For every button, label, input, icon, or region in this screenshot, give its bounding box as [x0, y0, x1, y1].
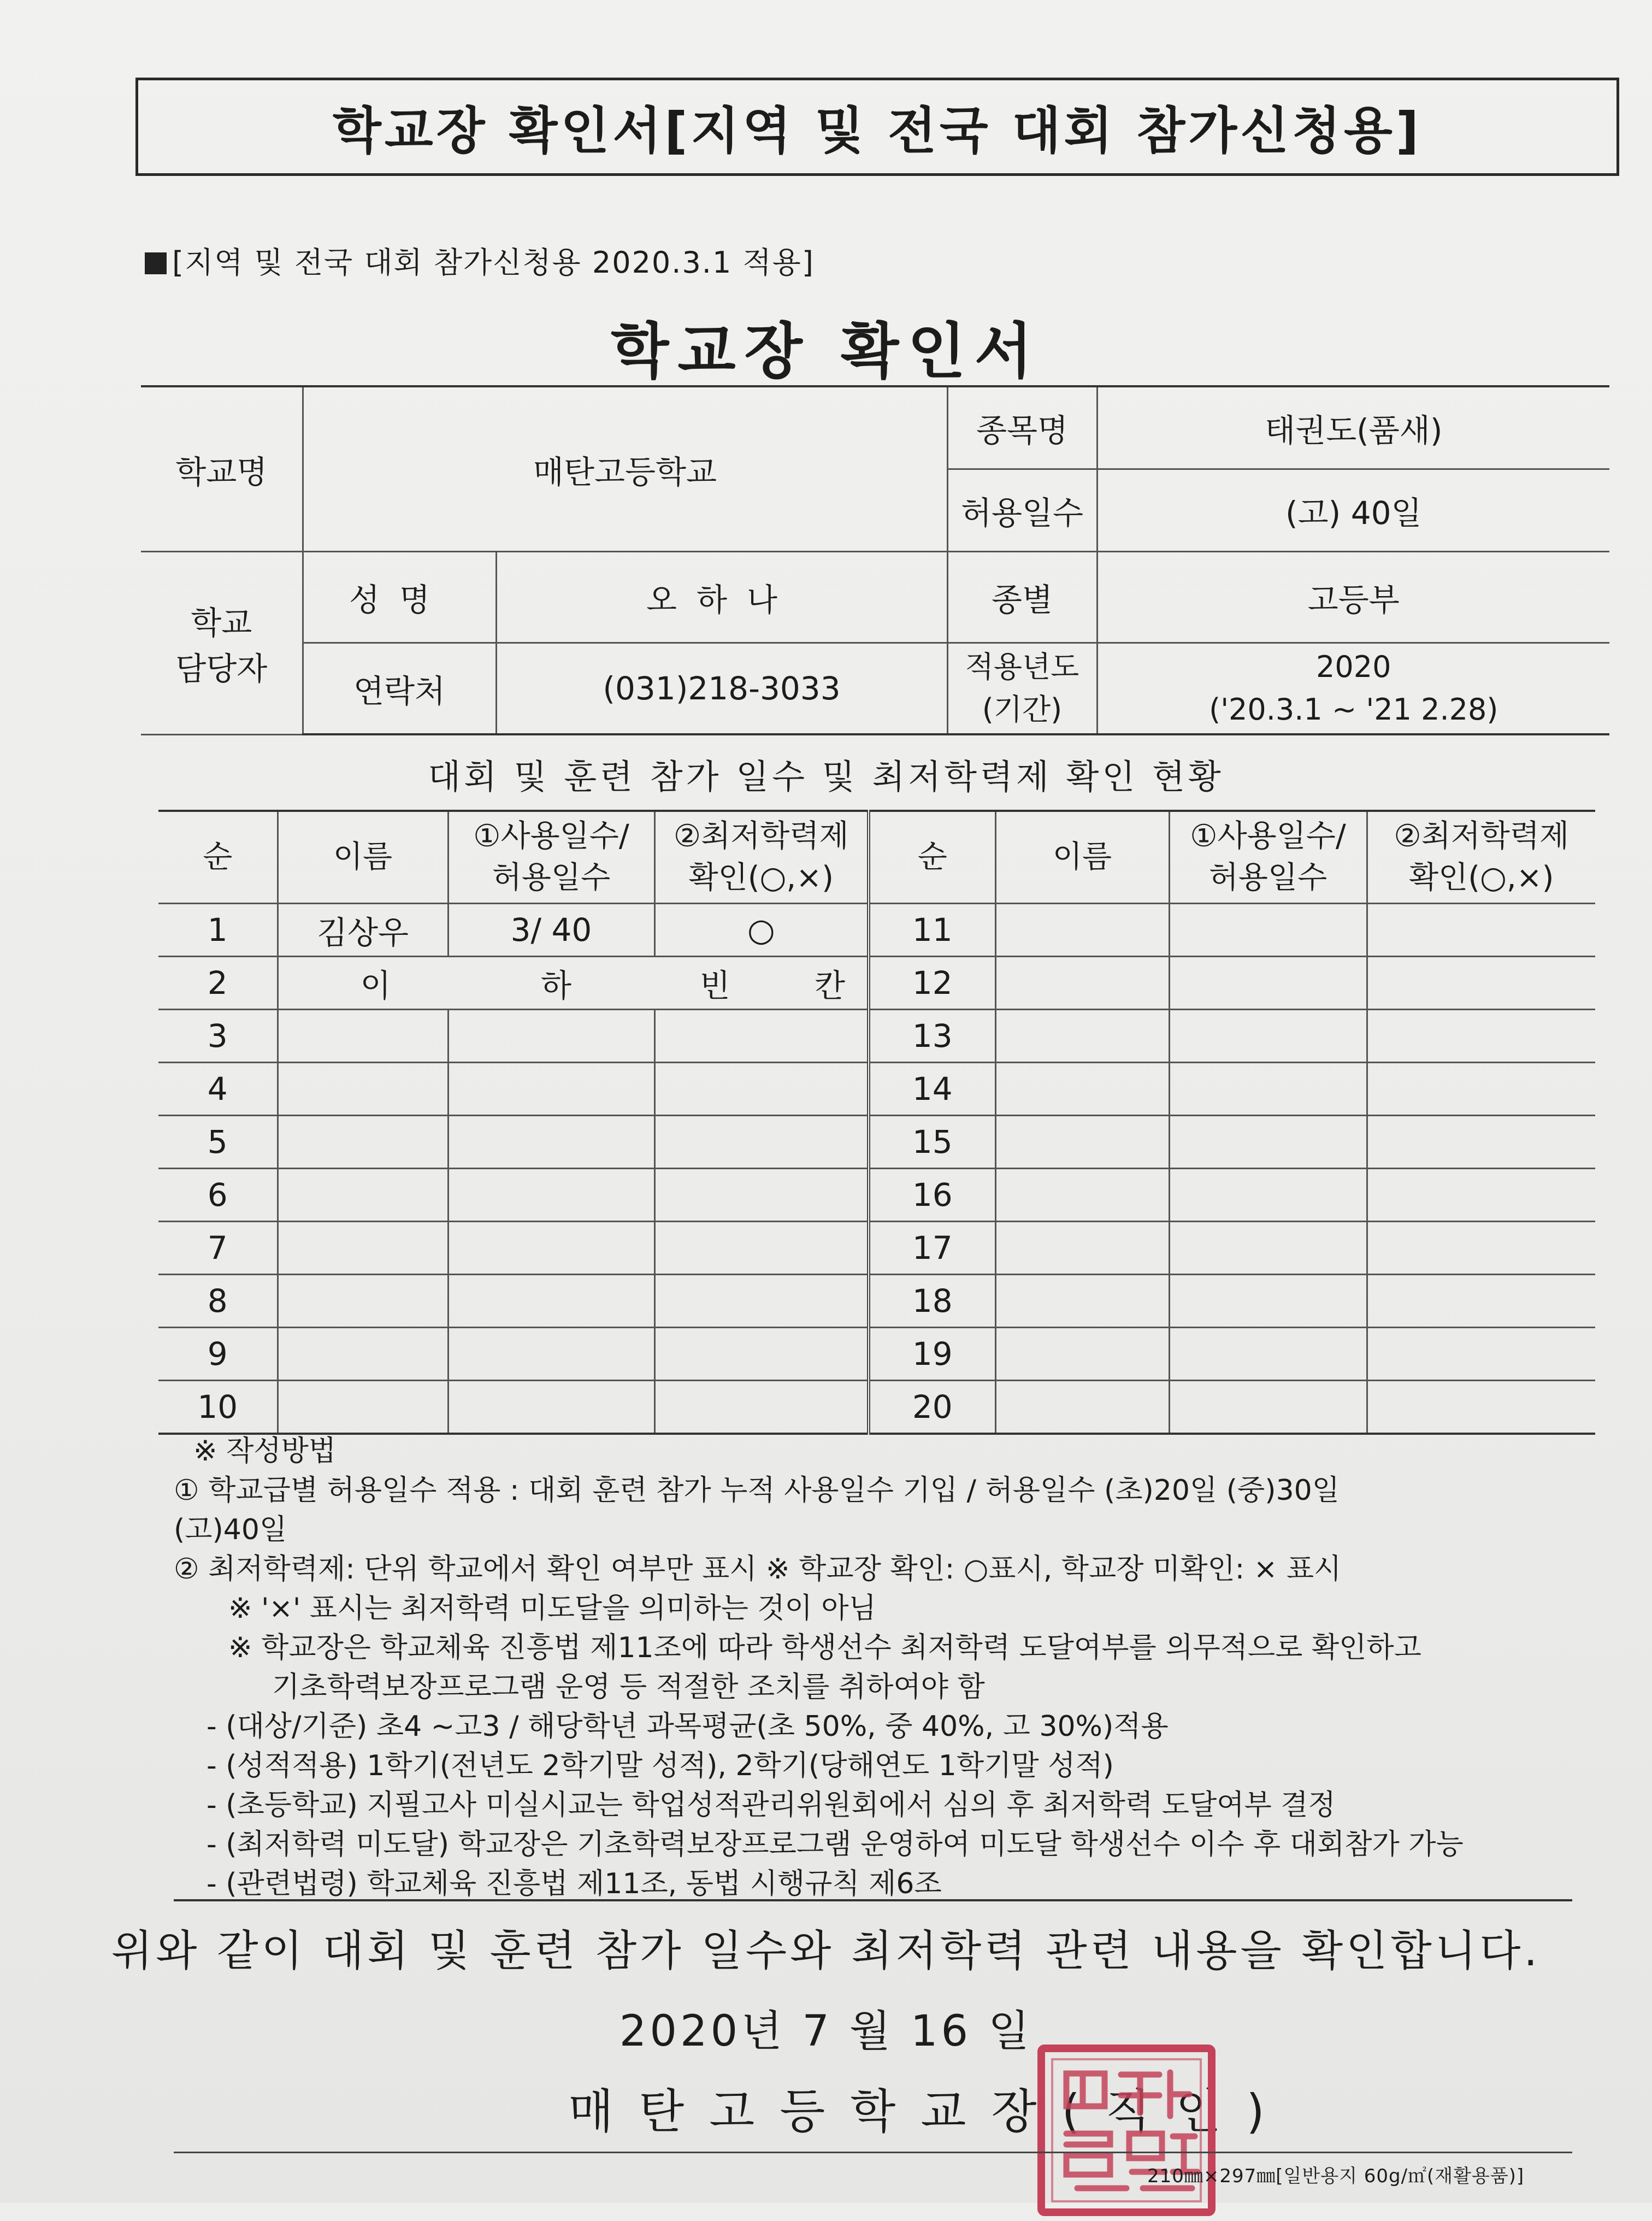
row-no: 6 — [158, 1169, 278, 1222]
participation-table — [158, 810, 1595, 1435]
col-days-left-line2: 허용일수 — [492, 860, 611, 896]
col-min-left-line2: 확인(○,×) — [688, 860, 834, 896]
school-value: 매탄고등학교 — [303, 386, 947, 552]
row-no-right: 18 — [869, 1275, 995, 1328]
row-name-right — [995, 1381, 1169, 1434]
row-name — [278, 1063, 448, 1116]
row-no-right: 17 — [869, 1222, 995, 1275]
table-row — [158, 957, 1595, 1010]
row-min — [654, 1063, 869, 1116]
row-no-right: 13 — [869, 1010, 995, 1063]
manager-label-line2: 담당자 — [175, 650, 268, 687]
issue-date: 2020년 7 월 16 일 — [619, 2007, 1033, 2056]
row-min-right — [1367, 1222, 1595, 1275]
col-no-right: 순 — [869, 811, 995, 904]
instruction-line: - (대상/기준) 초4 ~고3 / 해당학년 과목평균(초 50%, 중 40%, 고 30%)적용 — [206, 1710, 1169, 1743]
row-no-right: 15 — [869, 1116, 995, 1169]
row-min-right — [1367, 1063, 1595, 1116]
table-row — [158, 904, 1595, 957]
row-days-right — [1169, 1381, 1367, 1434]
division-label: 종별 — [947, 552, 1097, 643]
instruction-line: ② 최저학력제: 단위 학교에서 확인 여부만 표시 ※ 학교장 확인: ○표시, 학교장 미확인: × 표시 — [174, 1553, 1342, 1586]
row-name-right — [995, 1116, 1169, 1169]
row-name — [278, 1275, 448, 1328]
year-label-line2: (기간) — [982, 692, 1063, 727]
row-name — [278, 1010, 448, 1063]
row-min — [654, 1328, 869, 1381]
row-name — [278, 1169, 448, 1222]
row-days: 3/ 40 — [448, 904, 654, 957]
row-name-right — [995, 904, 1169, 957]
manager-label — [141, 552, 303, 735]
name-value: 오하나 — [496, 552, 947, 643]
row-name-right — [995, 1010, 1169, 1063]
table-row — [158, 1222, 1595, 1275]
table-row — [158, 1116, 1595, 1169]
instruction-line: - (관련법령) 학교체육 진흥법 제11조, 동법 시행규칙 제6조 — [206, 1867, 942, 1900]
row-days — [448, 1169, 654, 1222]
row-days-right — [1169, 1116, 1367, 1169]
table-row — [158, 1063, 1595, 1116]
row-no: 4 — [158, 1063, 278, 1116]
row-min — [654, 1116, 869, 1169]
row-days — [448, 1010, 654, 1063]
row-min-right — [1367, 1381, 1595, 1434]
name-label: 성명 — [303, 552, 496, 643]
col-days-right-line2: 허용일수 — [1208, 860, 1328, 896]
instruction-line: ※ '×' 표시는 최저학력 미도달을 의미하는 것이 아님 — [228, 1592, 876, 1625]
instruction-line: ※ 학교장은 학교체육 진흥법 제11조에 따라 학생선수 최저학력 도달여부를 의무적으로 확인하고 — [228, 1631, 1421, 1664]
row-name-right — [995, 1063, 1169, 1116]
instruction-line: - (성적적용) 1학기(전년도 2학기말 성적), 2학기(당해연도 1학기말 성적) — [206, 1749, 1114, 1782]
confirm-statement: 위와 같이 대회 및 훈련 참가 일수와 최저학력 관련 내용을 확인합니다. — [111, 1927, 1541, 1976]
row-min-right — [1367, 904, 1595, 957]
manager-label-line1: 학교 — [191, 604, 252, 641]
event-value: 태권도(품새) — [1097, 386, 1609, 469]
row-days — [448, 1222, 654, 1275]
table-row — [158, 1169, 1595, 1222]
row-no: 9 — [158, 1328, 278, 1381]
allowed-label: 허용일수 — [947, 469, 1097, 552]
banner-title: 학교장 확인서[지역 및 전국 대회 참가신청용] — [135, 78, 1619, 176]
row-name — [278, 1328, 448, 1381]
sub-note — [145, 239, 815, 281]
row-name-right — [995, 1222, 1169, 1275]
row-min-right — [1367, 1328, 1595, 1381]
year-period: ('20.3.1 ~ '21 2.28) — [1209, 692, 1498, 727]
event-label: 종목명 — [947, 386, 1097, 469]
contact-value: (031)218-3033 — [496, 643, 947, 735]
row-name-right — [995, 1275, 1169, 1328]
col-days-left — [448, 811, 654, 904]
blank-letter: 하 — [540, 967, 572, 1004]
row-no: 1 — [158, 904, 278, 957]
col-days-right-line1: ①사용일수/ — [1190, 818, 1346, 854]
row-no-right: 11 — [869, 904, 995, 957]
row-min-right — [1367, 1116, 1595, 1169]
row-days — [448, 1063, 654, 1116]
row-min-right — [1367, 1275, 1595, 1328]
table-row — [158, 1328, 1595, 1381]
official-seal-icon — [1034, 2041, 1219, 2221]
row-name-right — [995, 1169, 1169, 1222]
row-no: 2 — [158, 957, 278, 1010]
row-no-right: 19 — [869, 1328, 995, 1381]
col-name-right: 이름 — [995, 811, 1169, 904]
col-min-right-line1: ②최저학력제 — [1394, 818, 1570, 854]
row-min-right — [1367, 1010, 1595, 1063]
table-row — [158, 1010, 1595, 1063]
row-days — [448, 1328, 654, 1381]
col-days-left-line1: ①사용일수/ — [473, 818, 629, 854]
col-min-right — [1367, 811, 1595, 904]
row-min — [654, 1169, 869, 1222]
row-min — [654, 1222, 869, 1275]
division-value: 고등부 — [1097, 552, 1609, 643]
row-days-right — [1169, 1010, 1367, 1063]
row-name: 김상우 — [278, 904, 448, 957]
divider — [174, 1899, 1572, 1901]
row-no: 8 — [158, 1275, 278, 1328]
col-min-right-line2: 확인(○,×) — [1409, 860, 1554, 896]
instruction-line: (고)40일 — [174, 1513, 287, 1546]
row-name — [278, 1381, 448, 1434]
row-days — [448, 1275, 654, 1328]
col-min-left — [654, 811, 869, 904]
row-days-right — [1169, 1275, 1367, 1328]
row-days-right — [1169, 904, 1367, 957]
instruction-line: 기초학력보장프로그램 운영 등 적절한 조치를 취하여야 함 — [272, 1671, 985, 1704]
row-min — [654, 1010, 869, 1063]
row-name — [278, 1116, 448, 1169]
row-days — [448, 1116, 654, 1169]
section-title: 대회 및 훈련 참가 일수 및 최저학력제 확인 현황 — [428, 757, 1224, 797]
row-no-right: 14 — [869, 1063, 995, 1116]
blank-letter: 칸 — [814, 967, 845, 1004]
row-min-right — [1367, 957, 1595, 1010]
row-days — [448, 1381, 654, 1434]
instructions — [174, 1431, 1594, 1904]
year-label-line1: 적용년도 — [965, 650, 1079, 684]
row-days-right — [1169, 1169, 1367, 1222]
row-no-right: 12 — [869, 957, 995, 1010]
row-min-right — [1367, 1169, 1595, 1222]
year-label — [947, 643, 1097, 735]
year-value: 2020 — [1316, 650, 1391, 684]
row-days-right — [1169, 1328, 1367, 1381]
info-table — [141, 385, 1609, 735]
square-bullet-icon — [145, 252, 167, 274]
row-name-right — [995, 1328, 1169, 1381]
instructions-heading: ※ 작성방법 — [193, 1435, 337, 1468]
col-min-left-line1: ②최저학력제 — [673, 818, 849, 854]
year-value-cell — [1097, 643, 1609, 735]
row-no: 3 — [158, 1010, 278, 1063]
main-title: 학교장 확인서 — [611, 316, 1041, 386]
sub-note-text: [지역 및 전국 대회 참가신청용 2020.3.1 적용] — [172, 245, 815, 280]
instruction-line: - (초등학교) 지필고사 미실시교는 학업성적관리위원회에서 심의 후 최저학력 도달여부 결정 — [206, 1789, 1336, 1822]
row-days-right — [1169, 1063, 1367, 1116]
allowed-value: (고) 40일 — [1097, 469, 1609, 552]
table-row — [158, 1381, 1595, 1434]
instruction-line: - (최저학력 미도달) 학교장은 기초학력보장프로그램 운영하여 미도달 학생선수 이수 후 대회참가 가능 — [206, 1828, 1464, 1861]
row-name-right — [995, 957, 1169, 1010]
blank-notice — [278, 957, 869, 1010]
principal-signature: 매탄고등학교장(직인) — [568, 2084, 1290, 2139]
paper-spec: 210㎜×297㎜[일반용지 60g/㎡(재활용품)] — [1147, 2165, 1525, 2187]
instruction-line: ① 학교급별 허용일수 적용 : 대회 훈련 참가 누적 사용일수 기입 / 허용일수 (초)20일 (중)30일 — [174, 1474, 1340, 1507]
table-header-row — [158, 811, 1595, 904]
row-no: 10 — [158, 1381, 278, 1434]
school-label: 학교명 — [141, 386, 303, 552]
col-days-right — [1169, 811, 1367, 904]
bottom-divider — [174, 2152, 1572, 2153]
row-days-right — [1169, 1222, 1367, 1275]
row-min — [654, 1275, 869, 1328]
row-min — [654, 1381, 869, 1434]
row-no-right: 16 — [869, 1169, 995, 1222]
row-no: 7 — [158, 1222, 278, 1275]
row-days-right — [1169, 957, 1367, 1010]
row-no-right: 20 — [869, 1381, 995, 1434]
row-min: ○ — [654, 904, 869, 957]
row-name — [278, 1222, 448, 1275]
col-name-left: 이름 — [278, 811, 448, 904]
row-no: 5 — [158, 1116, 278, 1169]
contact-label: 연락처 — [303, 643, 496, 735]
col-no-left: 순 — [158, 811, 278, 904]
table-row — [158, 1275, 1595, 1328]
blank-letter: 이 — [360, 967, 391, 1004]
blank-letter: 빈 — [699, 967, 730, 1004]
